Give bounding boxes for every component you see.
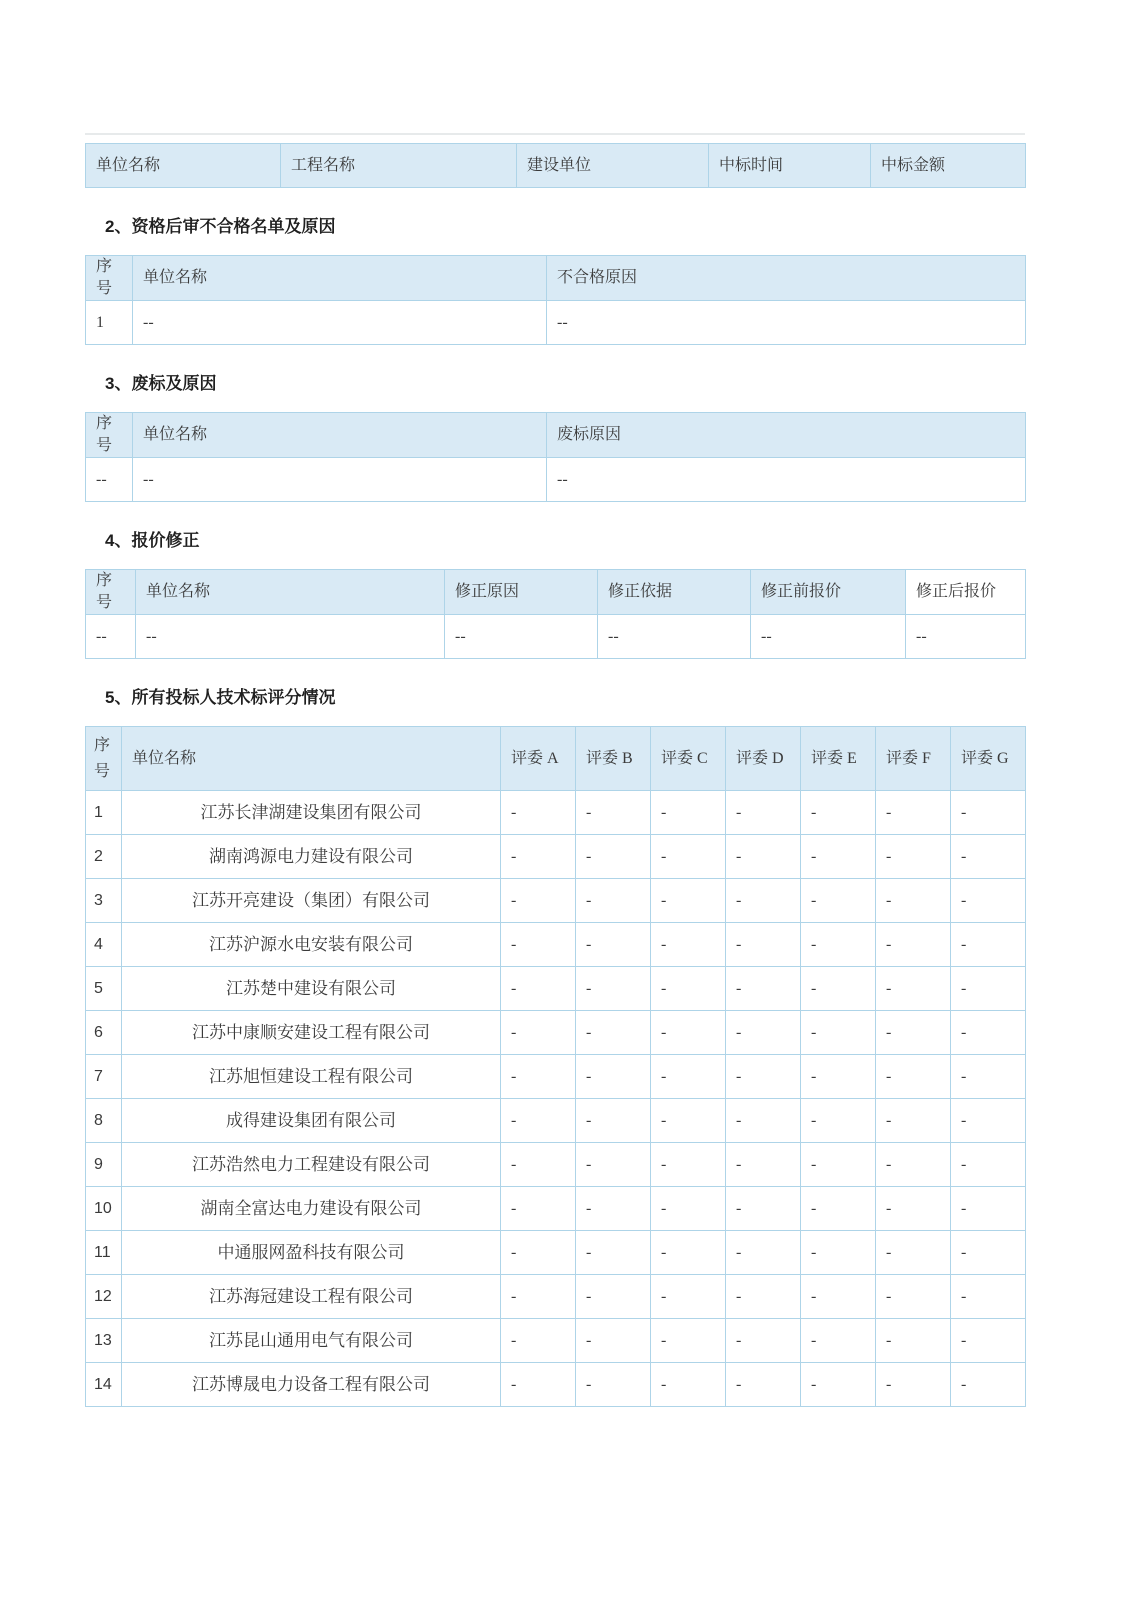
cell-score-judge-d: - <box>726 967 801 1011</box>
score-table-row <box>86 1363 1026 1407</box>
cell-correction-basis: -- <box>598 615 751 659</box>
cell-unit-name: -- <box>136 615 445 659</box>
cell-score-judge-g: - <box>951 1363 1026 1407</box>
cell-seq: 1 <box>86 301 133 345</box>
winning-bid-table <box>85 143 1026 188</box>
header-project-name: 工程名称 <box>281 144 517 188</box>
cell-score-judge-d: - <box>726 1275 801 1319</box>
cell-score-judge-f: - <box>876 791 951 835</box>
cell-score-judge-c: - <box>651 791 726 835</box>
cell-score-judge-d: - <box>726 1363 801 1407</box>
cell-score-judge-g: - <box>951 835 1026 879</box>
cell-score-judge-b: - <box>576 835 651 879</box>
cell-score-judge-c: - <box>651 1231 726 1275</box>
cell-score-judge-b: - <box>576 967 651 1011</box>
header-fail-reason: 不合格原因 <box>547 256 1026 301</box>
cell-score-judge-g: - <box>951 923 1026 967</box>
cell-score-judge-c: - <box>651 923 726 967</box>
rejected-table-header-row <box>86 413 1026 458</box>
cell-score-judge-c: - <box>651 967 726 1011</box>
cell-company-name: 江苏昆山通用电气有限公司 <box>122 1319 501 1363</box>
cell-company-name: 湖南鸿源电力建设有限公司 <box>122 835 501 879</box>
header-judge-a: 评委 A <box>501 727 576 791</box>
section-title-rejected-bids: 3、废标及原因 <box>105 374 217 393</box>
section-title-technical-scores: 5、所有投标人技术标评分情况 <box>105 688 336 707</box>
cell-score-judge-e: - <box>801 1275 876 1319</box>
cell-score-judge-g: - <box>951 1099 1026 1143</box>
cell-score-judge-g: - <box>951 1319 1026 1363</box>
cell-score-judge-g: - <box>951 1011 1026 1055</box>
cell-seq: 6 <box>86 1011 122 1055</box>
header-seq: 序号 <box>86 570 136 615</box>
cell-score-judge-c: - <box>651 1363 726 1407</box>
header-seq: 序号 <box>86 256 133 301</box>
header-unit-name: 单位名称 <box>136 570 445 615</box>
cell-company-name: 中通服网盈科技有限公司 <box>122 1231 501 1275</box>
cell-score-judge-f: - <box>876 923 951 967</box>
page-top-rule <box>85 133 1025 135</box>
cell-score-judge-d: - <box>726 791 801 835</box>
cell-score-judge-b: - <box>576 1319 651 1363</box>
cell-score-judge-a: - <box>501 1319 576 1363</box>
cell-score-judge-g: - <box>951 1275 1026 1319</box>
cell-score-judge-a: - <box>501 1011 576 1055</box>
header-judge-b: 评委 B <box>576 727 651 791</box>
header-reject-reason: 废标原因 <box>547 413 1026 458</box>
cell-seq: 12 <box>86 1275 122 1319</box>
cell-score-judge-f: - <box>876 1011 951 1055</box>
cell-score-judge-a: - <box>501 1231 576 1275</box>
header-unit-name: 单位名称 <box>133 256 547 301</box>
cell-score-judge-e: - <box>801 1187 876 1231</box>
cell-company-name: 江苏旭恒建设工程有限公司 <box>122 1055 501 1099</box>
cell-score-judge-e: - <box>801 879 876 923</box>
document-content <box>0 133 1131 1487</box>
cell-score-judge-b: - <box>576 923 651 967</box>
score-table-row <box>86 1143 1026 1187</box>
score-table-header-row <box>86 727 1026 791</box>
header-judge-g: 评委 G <box>951 727 1026 791</box>
cell-company-name: 江苏长津湖建设集团有限公司 <box>122 791 501 835</box>
cell-score-judge-g: - <box>951 1143 1026 1187</box>
score-table-row <box>86 1011 1026 1055</box>
cell-seq: 11 <box>86 1231 122 1275</box>
cell-score-judge-a: - <box>501 1363 576 1407</box>
cell-price-before: -- <box>751 615 906 659</box>
cell-company-name: 江苏开亮建设（集团）有限公司 <box>122 879 501 923</box>
cell-unit-name: -- <box>133 458 547 502</box>
fail-table-row <box>86 301 1026 345</box>
rejected-table-row <box>86 458 1026 502</box>
cell-score-judge-c: - <box>651 835 726 879</box>
cell-score-judge-f: - <box>876 967 951 1011</box>
cell-correction-reason: -- <box>445 615 598 659</box>
cell-score-judge-a: - <box>501 791 576 835</box>
correction-table-row <box>86 615 1026 659</box>
cell-seq: 10 <box>86 1187 122 1231</box>
cell-score-judge-d: - <box>726 1231 801 1275</box>
cell-score-judge-f: - <box>876 1143 951 1187</box>
header-correction-reason: 修正原因 <box>445 570 598 615</box>
cell-score-judge-e: - <box>801 1231 876 1275</box>
cell-score-judge-f: - <box>876 1319 951 1363</box>
header-correction-basis: 修正依据 <box>598 570 751 615</box>
cell-score-judge-f: - <box>876 1275 951 1319</box>
score-table-row <box>86 923 1026 967</box>
cell-score-judge-a: - <box>501 1055 576 1099</box>
cell-score-judge-d: - <box>726 1055 801 1099</box>
cell-score-judge-a: - <box>501 1275 576 1319</box>
cell-score-judge-a: - <box>501 1099 576 1143</box>
cell-score-judge-g: - <box>951 1231 1026 1275</box>
cell-score-judge-c: - <box>651 1011 726 1055</box>
section-title-unqualified: 2、资格后审不合格名单及原因 <box>105 217 336 236</box>
cell-score-judge-c: - <box>651 879 726 923</box>
cell-unit-name: -- <box>133 301 547 345</box>
cell-company-name: 湖南全富达电力建设有限公司 <box>122 1187 501 1231</box>
cell-company-name: 江苏浩然电力工程建设有限公司 <box>122 1143 501 1187</box>
fail-table-header-row <box>86 256 1026 301</box>
header-seq: 序号 <box>86 727 122 791</box>
cell-score-judge-f: - <box>876 1055 951 1099</box>
cell-score-judge-d: - <box>726 879 801 923</box>
cell-seq: 3 <box>86 879 122 923</box>
cell-score-judge-b: - <box>576 1143 651 1187</box>
score-table-row <box>86 791 1026 835</box>
header-judge-f: 评委 F <box>876 727 951 791</box>
cell-score-judge-e: - <box>801 1143 876 1187</box>
cell-company-name: 江苏中康顺安建设工程有限公司 <box>122 1011 501 1055</box>
cell-company-name: 江苏楚中建设有限公司 <box>122 967 501 1011</box>
cell-score-judge-f: - <box>876 835 951 879</box>
section-title-price-correction: 4、报价修正 <box>105 531 200 550</box>
cell-score-judge-d: - <box>726 1143 801 1187</box>
header-price-before: 修正前报价 <box>751 570 906 615</box>
cell-score-judge-c: - <box>651 1055 726 1099</box>
cell-score-judge-g: - <box>951 791 1026 835</box>
header-unit-name: 单位名称 <box>133 413 547 458</box>
header-unit-name: 单位名称 <box>122 727 501 791</box>
cell-score-judge-a: - <box>501 879 576 923</box>
cell-seq: 1 <box>86 791 122 835</box>
cell-seq: -- <box>86 615 136 659</box>
header-judge-c: 评委 C <box>651 727 726 791</box>
cell-company-name: 江苏沪源水电安装有限公司 <box>122 923 501 967</box>
cell-score-judge-b: - <box>576 791 651 835</box>
cell-score-judge-d: - <box>726 1187 801 1231</box>
cell-score-judge-e: - <box>801 835 876 879</box>
cell-seq: 13 <box>86 1319 122 1363</box>
cell-company-name: 成得建设集团有限公司 <box>122 1099 501 1143</box>
cell-score-judge-e: - <box>801 791 876 835</box>
cell-score-judge-g: - <box>951 1055 1026 1099</box>
header-judge-e: 评委 E <box>801 727 876 791</box>
cell-score-judge-c: - <box>651 1275 726 1319</box>
cell-reject-reason: -- <box>547 458 1026 502</box>
cell-score-judge-d: - <box>726 1099 801 1143</box>
cell-seq: -- <box>86 458 133 502</box>
score-table-row <box>86 1055 1026 1099</box>
cell-score-judge-e: - <box>801 1319 876 1363</box>
cell-score-judge-a: - <box>501 967 576 1011</box>
cell-score-judge-b: - <box>576 1011 651 1055</box>
cell-seq: 7 <box>86 1055 122 1099</box>
cell-score-judge-c: - <box>651 1319 726 1363</box>
score-table-row <box>86 1231 1026 1275</box>
score-table-row <box>86 1187 1026 1231</box>
cell-seq: 14 <box>86 1363 122 1407</box>
price-correction-table <box>85 569 1026 659</box>
cell-score-judge-f: - <box>876 879 951 923</box>
cell-company-name: 江苏博晟电力设备工程有限公司 <box>122 1363 501 1407</box>
cell-score-judge-c: - <box>651 1187 726 1231</box>
cell-score-judge-a: - <box>501 923 576 967</box>
header-unit-name: 单位名称 <box>86 144 281 188</box>
technical-score-table <box>85 726 1026 1407</box>
cell-score-judge-e: - <box>801 1055 876 1099</box>
cell-score-judge-d: - <box>726 1319 801 1363</box>
score-table-row <box>86 835 1026 879</box>
score-table-row <box>86 1099 1026 1143</box>
cell-score-judge-d: - <box>726 835 801 879</box>
cell-score-judge-g: - <box>951 967 1026 1011</box>
score-table-row <box>86 1275 1026 1319</box>
cell-seq: 9 <box>86 1143 122 1187</box>
cell-seq: 5 <box>86 967 122 1011</box>
header-award-amount: 中标金额 <box>871 144 1026 188</box>
header-award-time: 中标时间 <box>709 144 871 188</box>
rejected-bid-table <box>85 412 1026 502</box>
cell-score-judge-b: - <box>576 1055 651 1099</box>
cell-score-judge-f: - <box>876 1363 951 1407</box>
cell-score-judge-f: - <box>876 1099 951 1143</box>
score-table-row <box>86 967 1026 1011</box>
post-qualification-fail-table <box>85 255 1026 345</box>
cell-score-judge-g: - <box>951 879 1026 923</box>
header-construction-unit: 建设单位 <box>517 144 709 188</box>
cell-score-judge-e: - <box>801 1099 876 1143</box>
header-price-after: 修正后报价 <box>906 570 1026 615</box>
cell-score-judge-f: - <box>876 1231 951 1275</box>
cell-score-judge-a: - <box>501 1143 576 1187</box>
cell-score-judge-c: - <box>651 1099 726 1143</box>
cell-score-judge-b: - <box>576 1187 651 1231</box>
cell-score-judge-a: - <box>501 1187 576 1231</box>
cell-seq: 8 <box>86 1099 122 1143</box>
cell-score-judge-g: - <box>951 1187 1026 1231</box>
cell-score-judge-e: - <box>801 967 876 1011</box>
cell-score-judge-f: - <box>876 1187 951 1231</box>
score-table-row <box>86 879 1026 923</box>
cell-score-judge-b: - <box>576 1099 651 1143</box>
correction-table-header-row <box>86 570 1026 615</box>
cell-score-judge-b: - <box>576 1363 651 1407</box>
header-judge-d: 评委 D <box>726 727 801 791</box>
winning-bid-header-row <box>86 144 1026 188</box>
cell-score-judge-b: - <box>576 879 651 923</box>
cell-seq: 4 <box>86 923 122 967</box>
cell-score-judge-e: - <box>801 923 876 967</box>
cell-score-judge-a: - <box>501 835 576 879</box>
cell-score-judge-b: - <box>576 1275 651 1319</box>
cell-company-name: 江苏海冠建设工程有限公司 <box>122 1275 501 1319</box>
cell-seq: 2 <box>86 835 122 879</box>
header-seq: 序号 <box>86 413 133 458</box>
cell-score-judge-c: - <box>651 1143 726 1187</box>
score-table-row <box>86 1319 1026 1363</box>
cell-price-after: -- <box>906 615 1026 659</box>
cell-score-judge-e: - <box>801 1011 876 1055</box>
cell-fail-reason: -- <box>547 301 1026 345</box>
cell-score-judge-d: - <box>726 1011 801 1055</box>
cell-score-judge-b: - <box>576 1231 651 1275</box>
cell-score-judge-d: - <box>726 923 801 967</box>
cell-score-judge-e: - <box>801 1363 876 1407</box>
